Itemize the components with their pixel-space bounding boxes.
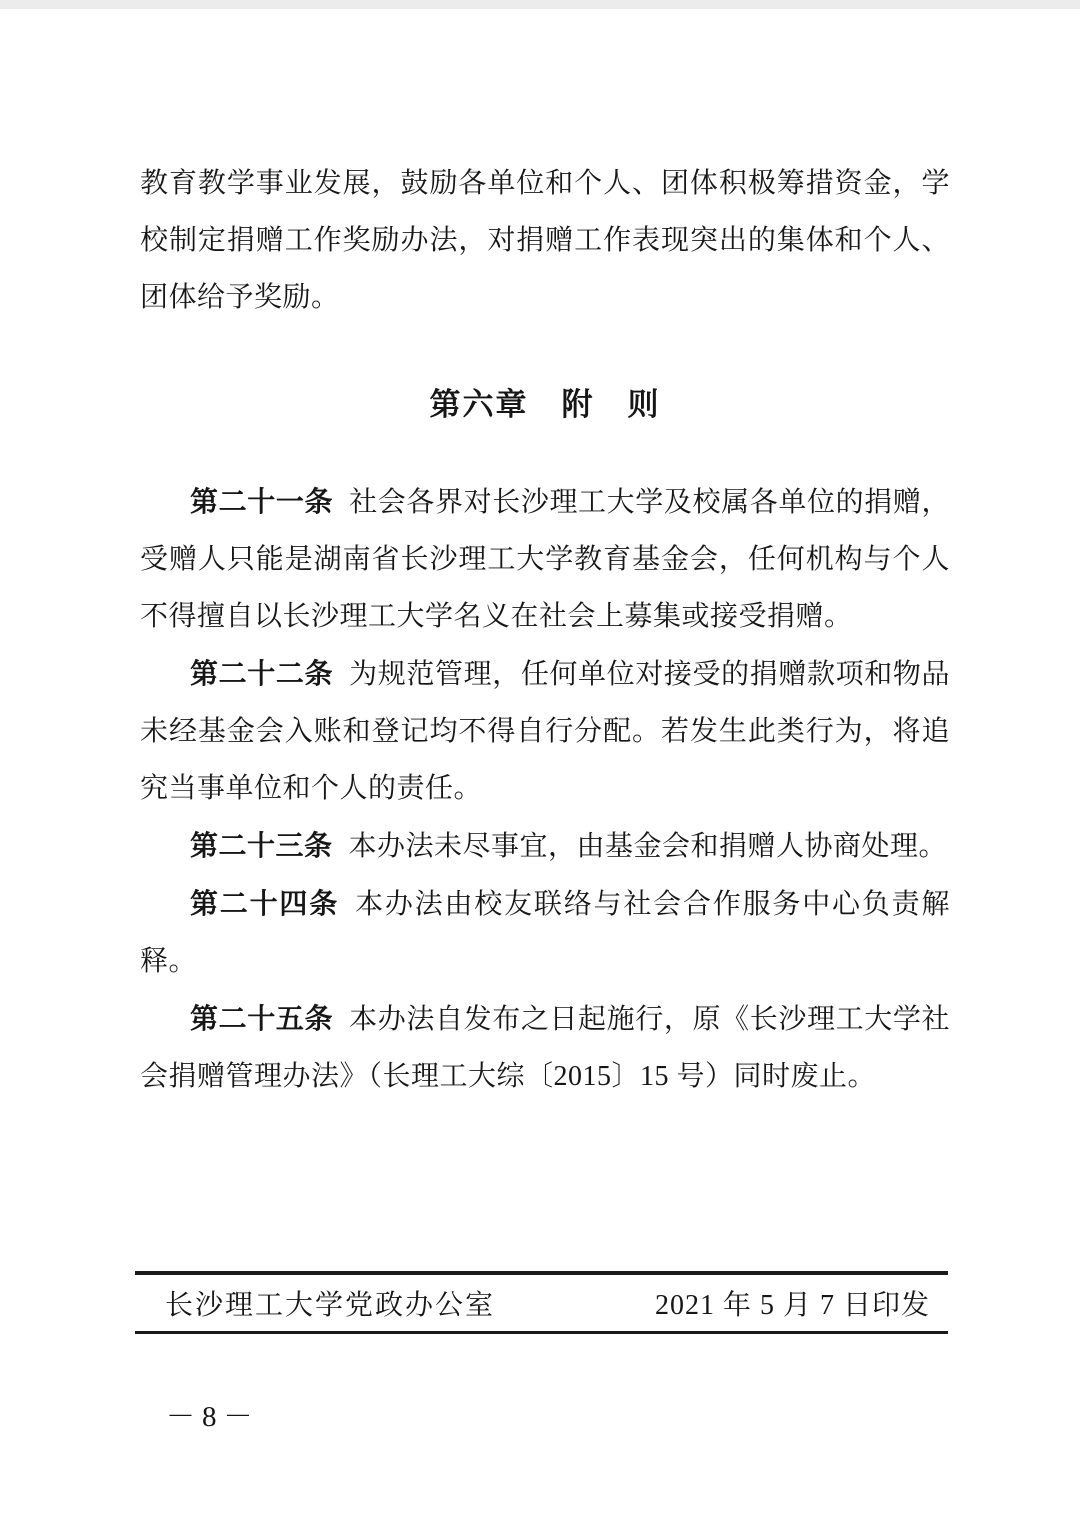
article-21-label: 第二十一条	[190, 486, 334, 517]
article-22	[140, 645, 950, 817]
chapter-heading: 第六章 附 则	[429, 387, 661, 422]
article-24-text: 本办法由校友联络与社会合作服务中心负责解释。	[140, 889, 950, 977]
article-23-label: 第二十三条	[190, 830, 333, 861]
footer-issuing-office: 长沙理工大学党政办公室	[165, 1290, 496, 1321]
article-24	[140, 875, 950, 990]
article-22-label: 第二十二条	[190, 658, 334, 689]
page-number: －8－	[166, 1401, 260, 1433]
article-24-label: 第二十四条	[190, 888, 340, 919]
article-21-text: 社会各界对长沙理工大学及校属各单位的捐赠，受赠人只能是湖南省长沙理工大学教育基金会，任何机构与个人不得擅自以长沙理工大学名义在社会上募集或接受捐赠。	[140, 487, 950, 632]
article-23	[140, 817, 950, 875]
article-22-text: 为规范管理，任何单位对接受的捐赠款项和物品未经基金会入账和登记均不得自行分配。若发生此类行为，将追究当事单位和个人的责任。	[140, 659, 950, 804]
footer-print-date: 2021 年 5 月 7 日印发	[654, 1290, 930, 1321]
article-25	[140, 990, 950, 1105]
paragraph-continuation: 教育教学事业发展，鼓励各单位和个人、团体积极筹措资金，学校制定捐赠工作奖励办法，对捐赠工作表现突出的集体和个人、团体给予奖励。	[140, 168, 950, 313]
article-25-text: 本办法自发布之日起施行，原《长沙理工大学社会捐赠管理办法》（长理工大综〔2015〕15 号）同时废止。	[140, 1004, 950, 1092]
document-footer	[135, 1271, 948, 1334]
scan-edge-strip	[0, 0, 1080, 9]
article-25-label: 第二十五条	[190, 1003, 334, 1034]
article-23-text: 本办法未尽事宜，由基金会和捐赠人协商处理。	[348, 831, 948, 862]
document-body	[140, 155, 950, 1105]
article-21	[140, 473, 950, 645]
